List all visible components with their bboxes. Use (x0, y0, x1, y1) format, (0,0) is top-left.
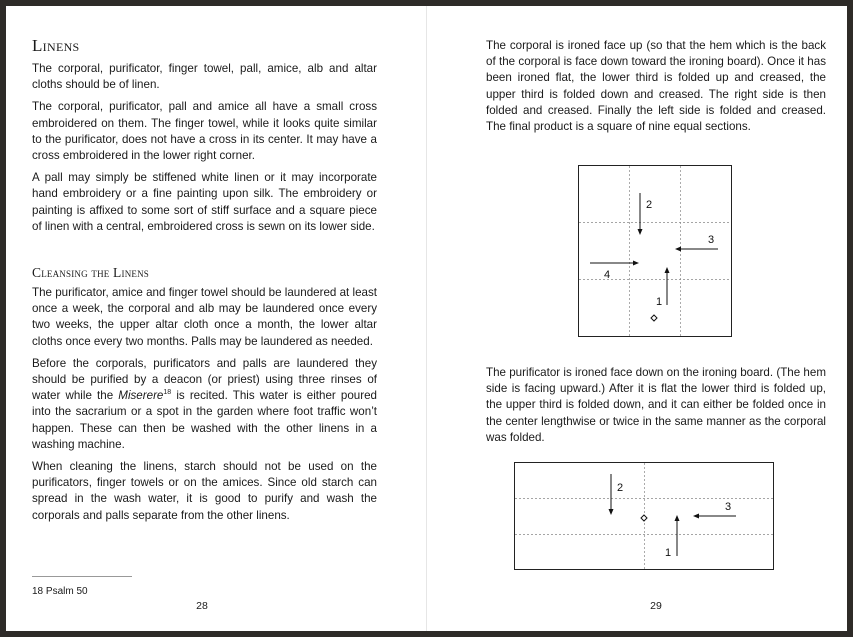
italic-term: Miserere (118, 389, 164, 403)
paragraph: When cleaning the linens, starch should not be used on the purificators, finger towels or on the amices. Since old starch can spread in the wash water, it is good to purify and wash the corporals and palls separate from the other linens. (32, 460, 377, 522)
page-right (427, 6, 847, 631)
paragraph-miserere (32, 356, 377, 453)
paragraph: The corporal, purificator, finger towel, pall, amice, alb and altar cloths should be of linen. (32, 62, 377, 92)
right-column (486, 38, 826, 141)
fold-label-1: 1 (656, 296, 663, 308)
fold-label-3: 3 (725, 501, 732, 513)
page-left (6, 6, 426, 631)
footnote-ref[interactable]: 18 (163, 389, 172, 397)
paragraph: The purificator, amice and finger towel should be laundered at least once a week, the corporal and alb may be laundered once every two weeks, the upper altar cloth once a month, the lower altar cloths once every two months. Palls may be laundered as needed. (32, 286, 377, 348)
paragraph: The purificator is ironed face down on the ironing board. (The hem side is facing upward.) After it is flat the lower third is folded up, the upper third is folded down, and it can either be folded once in the center lengthwise or twice in the same manner as the corporal was folded. (486, 366, 826, 444)
book-spread (6, 6, 847, 631)
purificator-folding-diagram (514, 462, 776, 572)
fold-label-2: 2 (617, 482, 624, 494)
footnote-rule (32, 576, 132, 577)
page-number-left: 28 (196, 600, 208, 612)
paragraph: The corporal, purificator, pall and amice all have a small cross embroidered on them. The finger towel, while it looks quite similar to the purificator, does not have a cross in its center. It may have a cross embroidered in the lower right corner. (32, 100, 377, 163)
fold-label-1: 1 (665, 547, 672, 559)
fold-label-3: 3 (708, 234, 715, 246)
text-run: is recited. This water is either poured into the sacrarium or a spot in the garden where foot traffic won’t happen. These can then be washed with the other linens in a washing machine. (32, 389, 377, 451)
right-column-lower (486, 365, 826, 452)
text-run: Before the corporals, purificators and palls are laundered they should be purified by a deacon (or priest) using three rinses of water while the (32, 356, 377, 403)
left-column (32, 36, 377, 530)
paragraph: The corporal is ironed face up (so that the hem which is the back of the corporal is face down toward the ironing board). Once it has been ironed flat, the lower third is folded up and creased, the upper third is folded down and creased. The right side is then folded and creased. Finally the left side is folded and creased. The final product is a square of nine equal sections. (486, 39, 826, 134)
footnote: 18 Psalm 50 (32, 586, 88, 597)
section-heading-linens: Linens (32, 36, 80, 55)
paragraph: A pall may simply be stiffened white linen or it may incorporate hand embroidery or a fine painting upon silk. The embroidery or painting is affixed to some sort of stiff surface and a square piece of linen with a central, embroidered cross is sewn on its lower side. (32, 171, 377, 233)
diagram-border (579, 166, 732, 337)
fold-label-2: 2 (646, 199, 653, 211)
page-number-right: 29 (650, 600, 662, 612)
fold-label-4: 4 (604, 269, 611, 281)
section-heading-cleansing: Cleansing the Linens (32, 265, 149, 281)
corporal-folding-diagram (578, 165, 734, 339)
